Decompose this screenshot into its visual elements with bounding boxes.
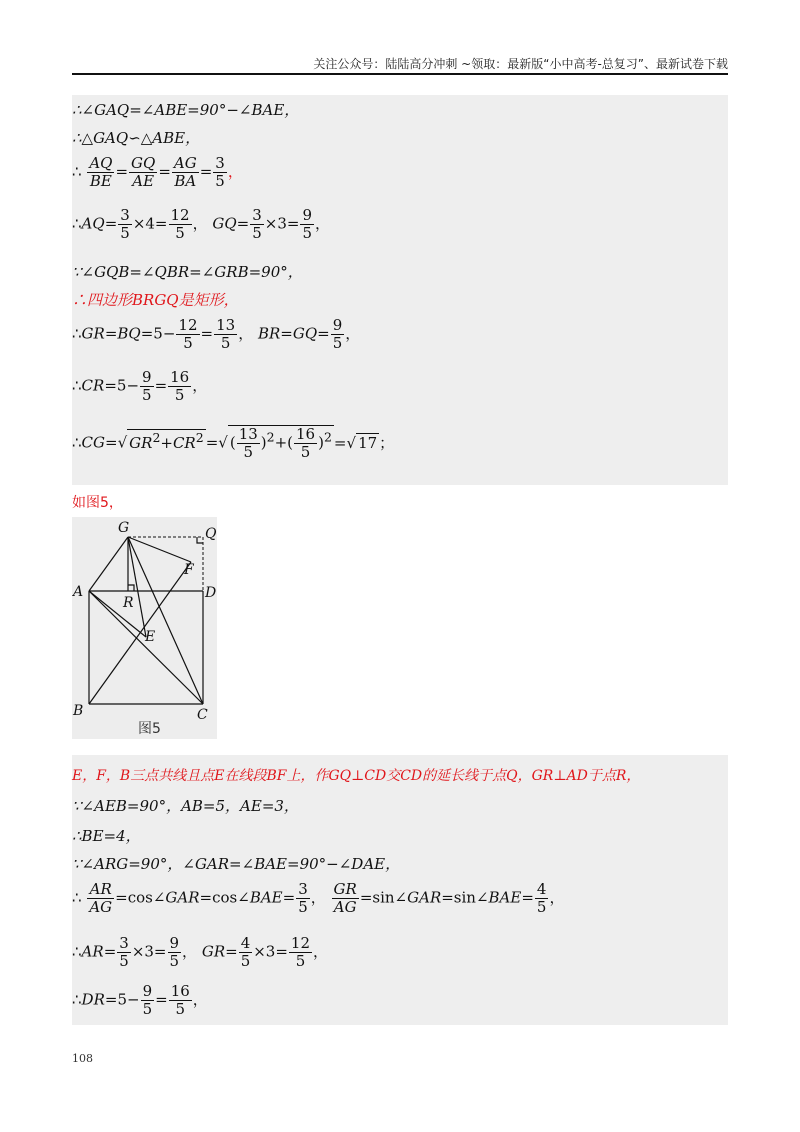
- label-E: E: [145, 629, 156, 645]
- step-given: ∵∠AEB=90°，AB=5，AE=3，: [72, 797, 299, 815]
- frac-3-5: $\frac{3}{5}$: [215, 154, 225, 190]
- label-F: F: [184, 562, 194, 578]
- step-angle-gaq: ∴∠GAQ=∠ABE=90°−∠BAE，: [72, 101, 300, 119]
- step-rectangle: ∴四边形BRGQ是矩形，: [72, 291, 239, 309]
- step-ratio: ∴ $\frac{AQ}{BE}$ = $\frac{GQ}{AE}$ = $\frac{AG}{BA}$ = $\frac{3}{5}$ ，: [72, 154, 243, 190]
- label-A: A: [73, 584, 84, 600]
- step-cr: ∴CR=5− $\frac{9}{5}$ = $\frac{16}{5}$ ，: [72, 368, 208, 404]
- geometry-figure: [72, 517, 217, 739]
- step-dr: ∴DR=5− $\frac{9}{5}$ = $\frac{16}{5}$ ，: [72, 982, 208, 1018]
- solution-block-bottom: [72, 755, 728, 1025]
- step-aq-gq: ∴AQ= $\frac{3}{5}$ ×4= $\frac{12}{5}$ ， GQ= $\frac{3}{5}$ ×3= $\frac{9}{5}$ ，: [72, 206, 331, 242]
- step-construction: E，F，B三点共线且点E在线段BF上，作GQ⊥CD交CD的延长线于点Q，GR⊥AD于点R，: [72, 768, 641, 784]
- label-Q: Q: [205, 526, 217, 542]
- page-header: 关注公众号：陆陆高分冲刺 ~领取：最新版“小中高考-总复习”、最新试卷下载: [313, 57, 728, 71]
- figure-title: 如图5，: [72, 495, 123, 511]
- step-right-angles: ∵∠GQB=∠QBR=∠GRB=90°，: [72, 263, 303, 281]
- figure-caption: 图5: [138, 721, 161, 737]
- step-trig: ∴ $\frac{AR}{AG}$ =cos∠GAR=cos∠BAE= $\frac{3}{5}$ ， $\frac{GR}{AG}$ =sin∠GAR=sin∠BAE= $\frac{4}{5}$ ，: [72, 880, 565, 916]
- label-D: D: [205, 585, 217, 601]
- frac-ag-ba: $\frac{AG}{BA}$: [173, 154, 197, 190]
- step-cg: ∴CG=√ $GR^2+CR^2$ =√ ( $\frac{13}{5}$ )$^2$+( $\frac{16}{5}$ )$^2$ =√ 17 ；: [72, 425, 395, 461]
- step-similar: ∴△GAQ∽△ABE，: [72, 129, 201, 147]
- frac-aq-be: $\frac{AQ}{BE}$: [89, 154, 113, 190]
- label-C: C: [197, 707, 208, 723]
- label-R: R: [123, 595, 134, 611]
- step-gr-br: ∴GR=BQ=5− $\frac{12}{5}$ = $\frac{13}{5}$ ， BR=GQ= $\frac{9}{5}$ ，: [72, 316, 361, 352]
- header-rule: [72, 73, 728, 75]
- step-be: ∴BE=4，: [72, 827, 141, 845]
- step-ar-gr: ∴AR= $\frac{3}{5}$ ×3= $\frac{9}{5}$ ， GR= $\frac{4}{5}$ ×3= $\frac{12}{5}$ ，: [72, 934, 329, 970]
- step-gar: ∵∠ARG=90°，∠GAR=∠BAE=90°−∠DAE，: [72, 855, 401, 873]
- figure-svg: [72, 517, 217, 739]
- label-B: B: [73, 703, 84, 719]
- solution-block-top: [72, 95, 728, 485]
- label-G: G: [118, 520, 130, 536]
- frac-gq-ae: $\frac{GQ}{AE}$: [131, 154, 156, 190]
- page-number: 108: [72, 1052, 93, 1065]
